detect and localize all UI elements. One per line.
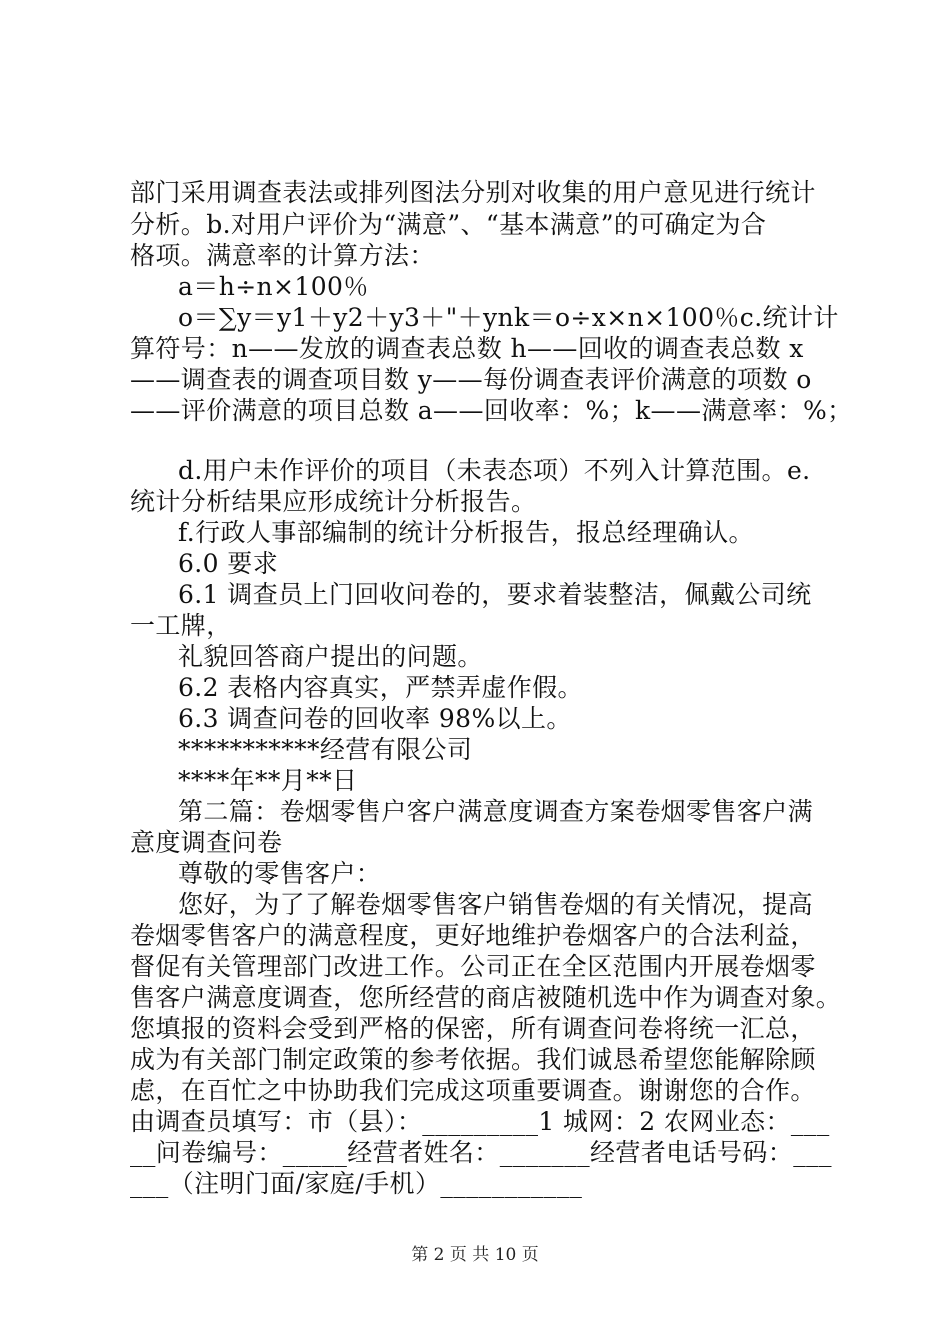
text-line: 卷烟零售客户的满意程度，更好地维护卷烟客户的合法利益， (130, 921, 816, 950)
form-field-line: ___（注明门面/家庭/手机）___________ (130, 1169, 583, 1198)
salutation: 尊敬的零售客户： (178, 859, 382, 888)
text-line: d.用户未作评价的项目（未表态项）不列入计算范围。e. (178, 456, 811, 485)
text-line: 统计分析结果应形成统计分析报告。 (130, 487, 537, 516)
chapter-title-cont: 意度调查问卷 (130, 828, 283, 857)
text-line: 6.3 调查问卷的回收率 98%以上。 (178, 704, 572, 733)
chapter-title: 第二篇：卷烟零售户客户满意度调查方案卷烟零售客户满 (178, 797, 814, 826)
date-line: ****年**月**日 (178, 766, 358, 795)
text-line: 您填报的资料会受到严格的保密，所有调查问卷将统一汇总， (130, 1014, 816, 1043)
page-footer: 第 2 页 共 10 页 (411, 1245, 539, 1265)
text-line: 售客户满意度调查，您所经营的商店被随机选中作为调查对象。 (130, 983, 842, 1012)
text-line: 虑，在百忙之中协助我们完成这项重要调查。谢谢您的合作。 (130, 1076, 816, 1105)
text-line: 一工牌， (130, 611, 232, 640)
formula-line: o＝∑y＝y1＋y2＋y3＋"＋ynk＝o÷x×n×100％c.统计计 (178, 303, 839, 332)
text-line: ——评价满意的项目总数 a——回收率：%；k——满意率：%； (130, 396, 853, 425)
text-line: 6.1 调查员上门回收问卷的，要求着装整洁，佩戴公司统 (178, 580, 812, 609)
form-field-line: __问卷编号：_____经营者姓名：_______经营者电话号码：___ (130, 1138, 832, 1167)
text-line: f.行政人事部编制的统计分析报告，报总经理确认。 (178, 518, 754, 547)
text-line: 部门采用调查表法或排列图法分别对收集的用户意见进行统计 (130, 178, 816, 207)
formula-line: a＝h÷n×100％ (178, 272, 369, 301)
text-line: ——调查表的调查项目数 y——每份调查表评价满意的项数 o (130, 365, 812, 394)
section-heading: 6.0 要求 (178, 549, 279, 578)
text-line: 您好，为了了解卷烟零售客户销售卷烟的有关情况，提高 (178, 890, 814, 919)
text-line: 督促有关管理部门改进工作。公司正在全区范围内开展卷烟零 (130, 952, 816, 981)
text-line: 格项。满意率的计算方法： (130, 241, 435, 270)
text-line: 分析。b.对用户评价为“满意”、“基本满意”的可确定为合 (130, 210, 767, 239)
company-name: ***********经营有限公司 (178, 735, 473, 764)
form-field-line: 由调查员填写：市（县）：_________1 城网：2 农网业态：___ (130, 1107, 830, 1136)
text-line: 礼貌回答商户提出的问题。 (178, 642, 483, 671)
text-line: 算符号：n——发放的调查表总数 h——回收的调查表总数 x (130, 334, 804, 363)
text-line: 成为有关部门制定政策的参考依据。我们诚恳希望您能解除顾 (130, 1045, 816, 1074)
text-line: 6.2 表格内容真实，严禁弄虚作假。 (178, 673, 583, 702)
